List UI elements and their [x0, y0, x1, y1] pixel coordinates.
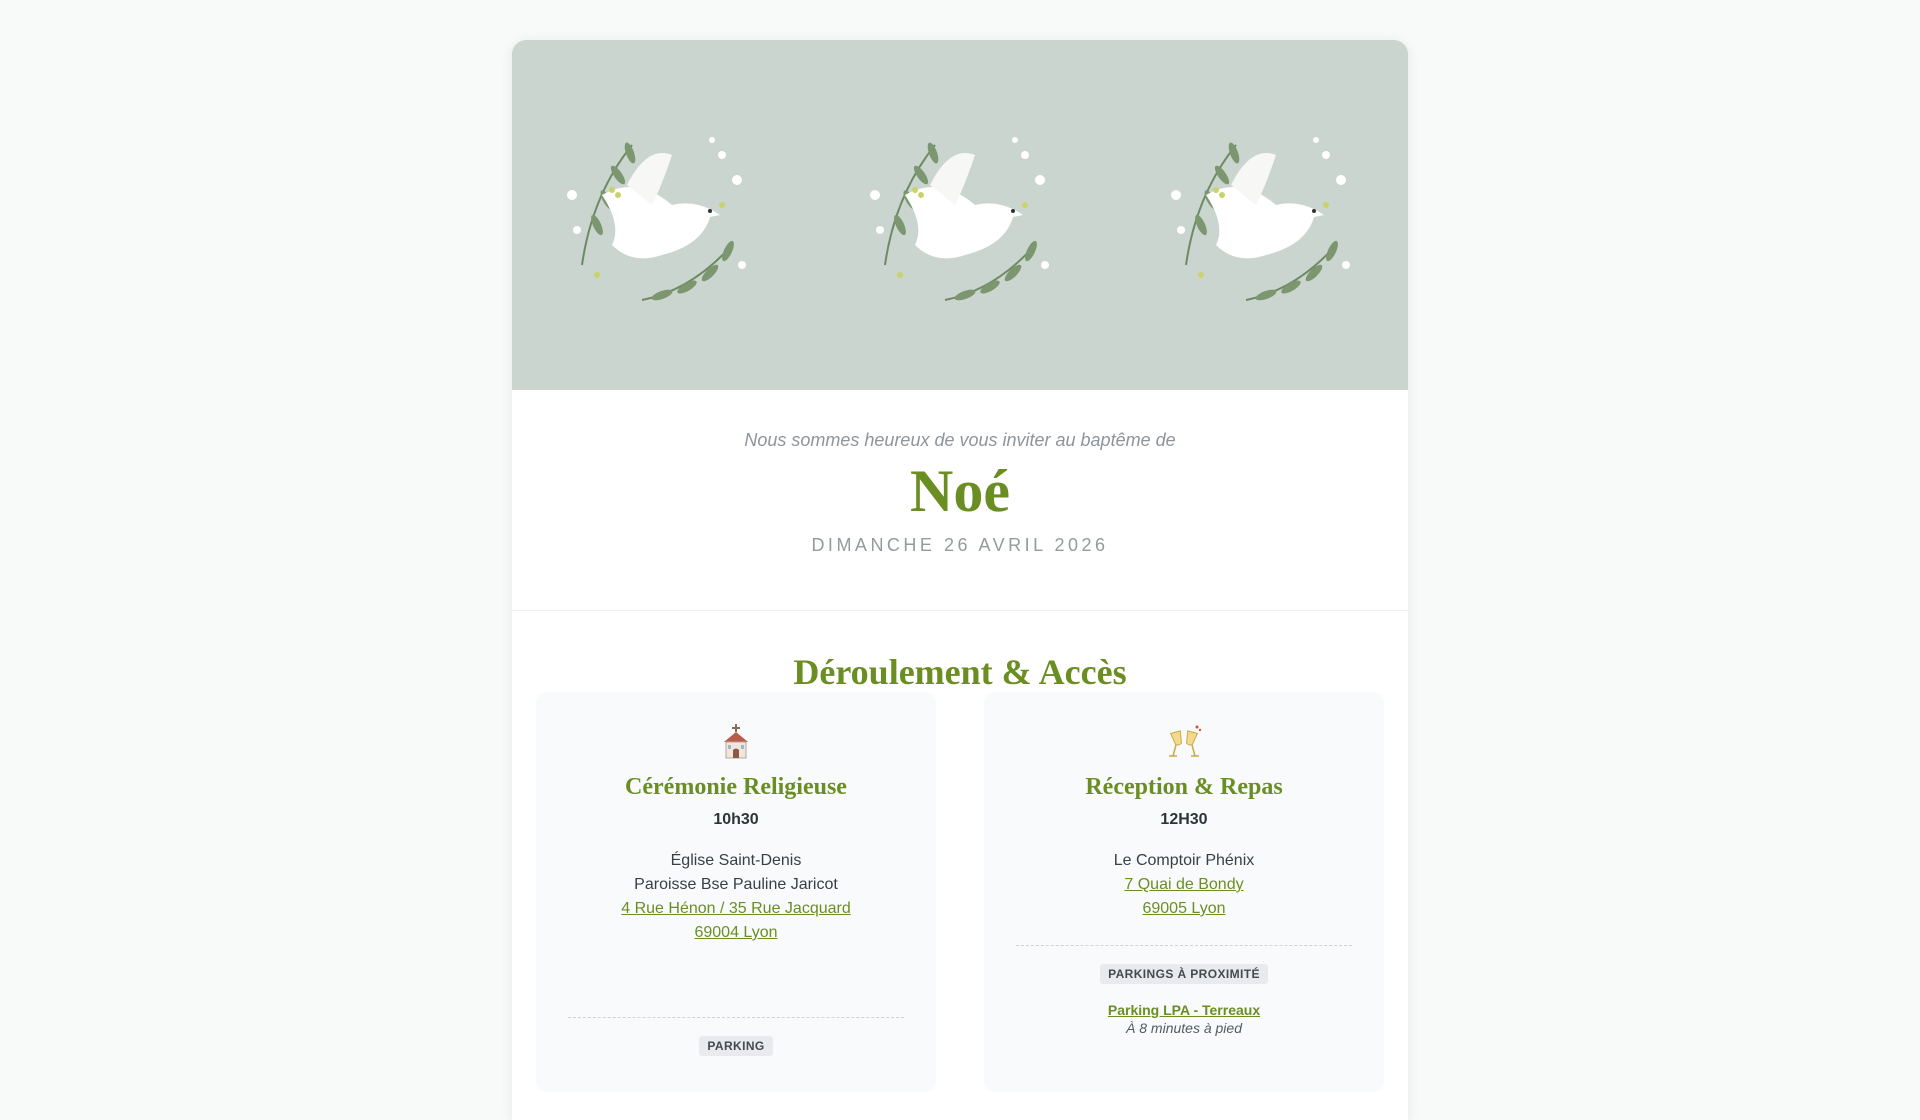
ceremony-title: Cérémonie Religieuse: [625, 774, 847, 800]
parking-link[interactable]: Parking LPA - Terreaux: [1107, 1002, 1261, 1018]
parking-walk-time: À 8 minutes à pied: [1126, 1020, 1242, 1036]
parking-badge: PARKINGS À PROXIMITÉ: [1100, 964, 1268, 984]
ceremony-parish: Paroisse Bse Pauline Jaricot: [634, 876, 838, 893]
church-icon: [536, 722, 936, 762]
dove-olive-branch-icon: [552, 105, 762, 315]
section-title: Déroulement & Accès: [793, 652, 1127, 692]
reception-venue: Le Comptoir Phénix: [1113, 852, 1255, 869]
reception-city-link[interactable]: 69005 Lyon: [1142, 900, 1226, 917]
divider: [568, 1017, 904, 1018]
parking-badge: PARKING: [699, 1036, 772, 1056]
child-name: Noé: [910, 458, 1010, 524]
reception-title: Réception & Repas: [1085, 774, 1283, 800]
event-date: DIMANCHE 26 AVRIL 2026: [811, 535, 1109, 555]
reception-address: [984, 849, 1384, 921]
dove-olive-branch-icon: [855, 105, 1065, 315]
reception-address-link[interactable]: 7 Quai de Bondy: [1124, 876, 1244, 893]
dove-olive-branch-icon: [1156, 105, 1366, 315]
ceremony-time: 10h30: [713, 811, 759, 828]
invite-text: Nous sommes heureux de vous inviter au baptême de: [744, 430, 1176, 450]
header-banner: [512, 40, 1408, 390]
reception-time: 12H30: [1160, 811, 1208, 828]
ceremony-venue: Église Saint-Denis: [670, 852, 802, 869]
invitation-intro: [512, 390, 1408, 611]
divider: [1016, 945, 1352, 946]
champagne-glasses-icon: [984, 722, 1384, 762]
reception-card: [984, 692, 1384, 1092]
ceremony-card: [536, 692, 936, 1092]
ceremony-city-link[interactable]: 69004 Lyon: [694, 924, 778, 941]
ceremony-address: [536, 849, 936, 945]
ceremony-address-link[interactable]: 4 Rue Hénon / 35 Rue Jacquard: [621, 900, 851, 917]
